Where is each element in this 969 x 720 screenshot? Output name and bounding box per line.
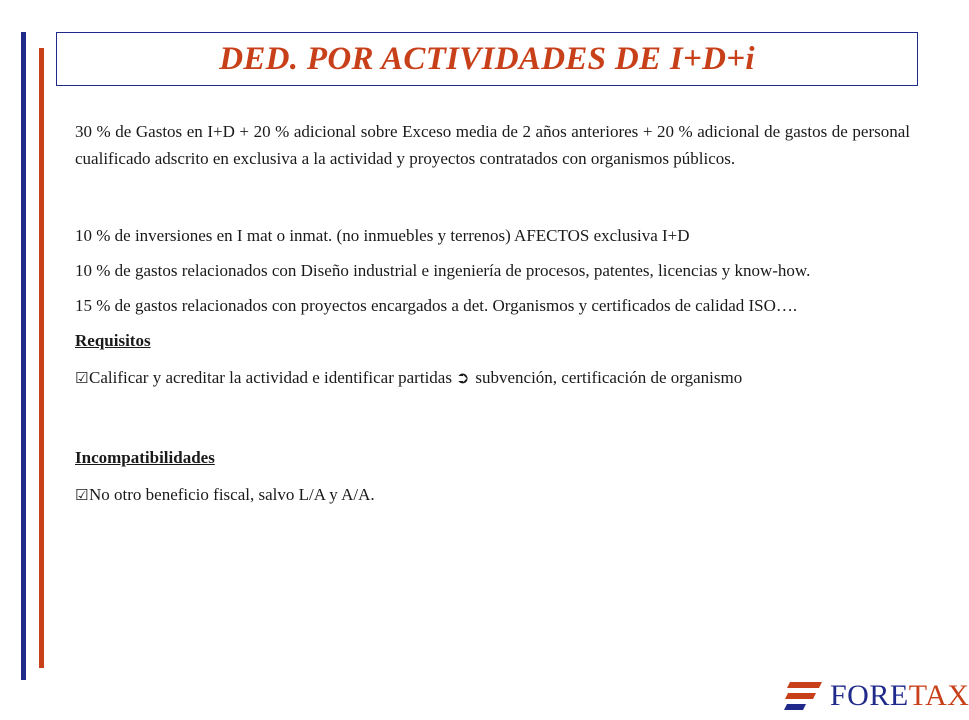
logo-wordmark [830,678,969,714]
requisitos-item-text-after: subvención, certificación de organismo [475,368,743,387]
paragraph-projects-iso: 15 % de gastos relacionados con proyectos encargados a det. Organismos y certificados de calidad ISO…. [75,296,798,315]
incompatibilidades-item [75,481,910,509]
incompatibilidades-heading: Incompatibilidades [75,448,215,467]
left-accent-bar-blue [21,32,26,680]
foretax-logo-mark-icon [784,678,824,714]
paragraph-industrial-design: 10 % de gastos relacionados con Diseño industrial e ingeniería de procesos, patentes, licencias y know-how. [75,261,811,280]
foretax-logo [784,678,969,714]
checkbox-checked-icon: ☑ [75,369,89,387]
title-box [56,32,918,86]
left-accent-bar-red [39,48,44,668]
incompatibilidades-item-text: No otro beneficio fiscal, salvo L/A y A/A. [89,485,375,504]
arrow-right-icon: ➲ [455,368,470,387]
slide-body [75,118,910,509]
slide-title: DED. POR ACTIVIDADES DE I+D+i [219,40,755,77]
logo-text-fore: FORE [830,679,909,712]
requisitos-item-text-before: Calificar y acreditar la actividad e identificar partidas [89,368,452,387]
checkbox-checked-icon: ☑ [75,486,89,504]
logo-text-tax: TAX [908,679,969,712]
paragraph-investments: 10 % de inversiones en I mat o inmat. (no inmuebles y terrenos) AFECTOS exclusiva I+D [75,226,690,245]
paragraph-rd-expenses: 30 % de Gastos en I+D + 20 % adicional sobre Exceso media de 2 años anteriores + 20 % adicional de gastos de personal cualificado adscrito en exclusiva a la actividad y proyectos contratados con organismos públicos. [75,122,910,168]
requisitos-item [75,364,910,392]
requisitos-heading: Requisitos [75,331,151,350]
